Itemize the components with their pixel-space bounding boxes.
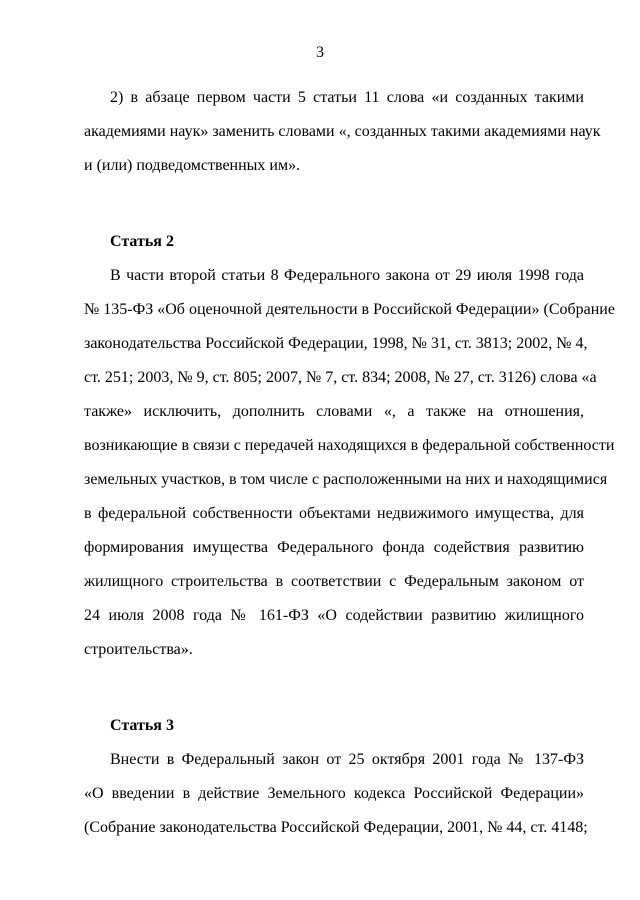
text-line: законодательства Российской Федерации, 1998, № 31, ст. 3813; 2002, № 4,	[84, 335, 588, 352]
text-line: формирования имущества Федерального фонда содействия развитию	[84, 539, 584, 556]
article-heading: Статья 2	[110, 233, 174, 250]
text-line: строительства».	[84, 641, 193, 658]
text-line: 2) в абзаце первом части 5 статьи 11 слова «и созданных такими	[110, 89, 584, 106]
text-line: академиями наук» заменить словами «, созданных такими академиями наук	[84, 123, 601, 140]
article-2	[84, 230, 615, 672]
item-2-paragraph	[84, 86, 601, 188]
text-line: (Собрание законодательства Российской Федерации, 2001, № 44, ст. 4148;	[84, 819, 588, 836]
text-line: ст. 251; 2003, № 9, ст. 805; 2007, № 7, ст. 834; 2008, № 27, ст. 3126) слова «а	[84, 369, 597, 386]
document-body	[84, 86, 615, 850]
text-line: Внести в Федеральный закон от 25 октября 2001 года № 137-ФЗ	[110, 751, 584, 768]
text-line: № 135-ФЗ «Об оценочной деятельности в Российской Федерации» (Собрание	[84, 301, 615, 318]
article-heading: Статья 3	[110, 717, 174, 734]
text-line: жилищного строительства в соответствии с Федеральным законом от	[84, 573, 584, 590]
text-line: также» исключить, дополнить словами «, а также на отношения,	[84, 403, 584, 420]
text-line: 24 июля 2008 года № 161-ФЗ «О содействии развитию жилищного	[84, 607, 584, 624]
page-number: 3	[316, 44, 324, 61]
article-3	[84, 714, 588, 850]
text-line: В части второй статьи 8 Федерального закона от 29 июля 1998 года	[110, 267, 584, 284]
text-line: и (или) подведомственных им».	[84, 157, 301, 174]
text-line: возникающие в связи с передачей находящихся в федеральной собственности	[84, 437, 615, 454]
text-line: «О введении в действие Земельного кодекса Российской Федерации»	[84, 785, 584, 802]
text-line: в федеральной собственности объектами недвижимого имущества, для	[84, 505, 584, 522]
text-line: земельных участков, в том числе с расположенными на них и находящимися	[84, 471, 608, 488]
